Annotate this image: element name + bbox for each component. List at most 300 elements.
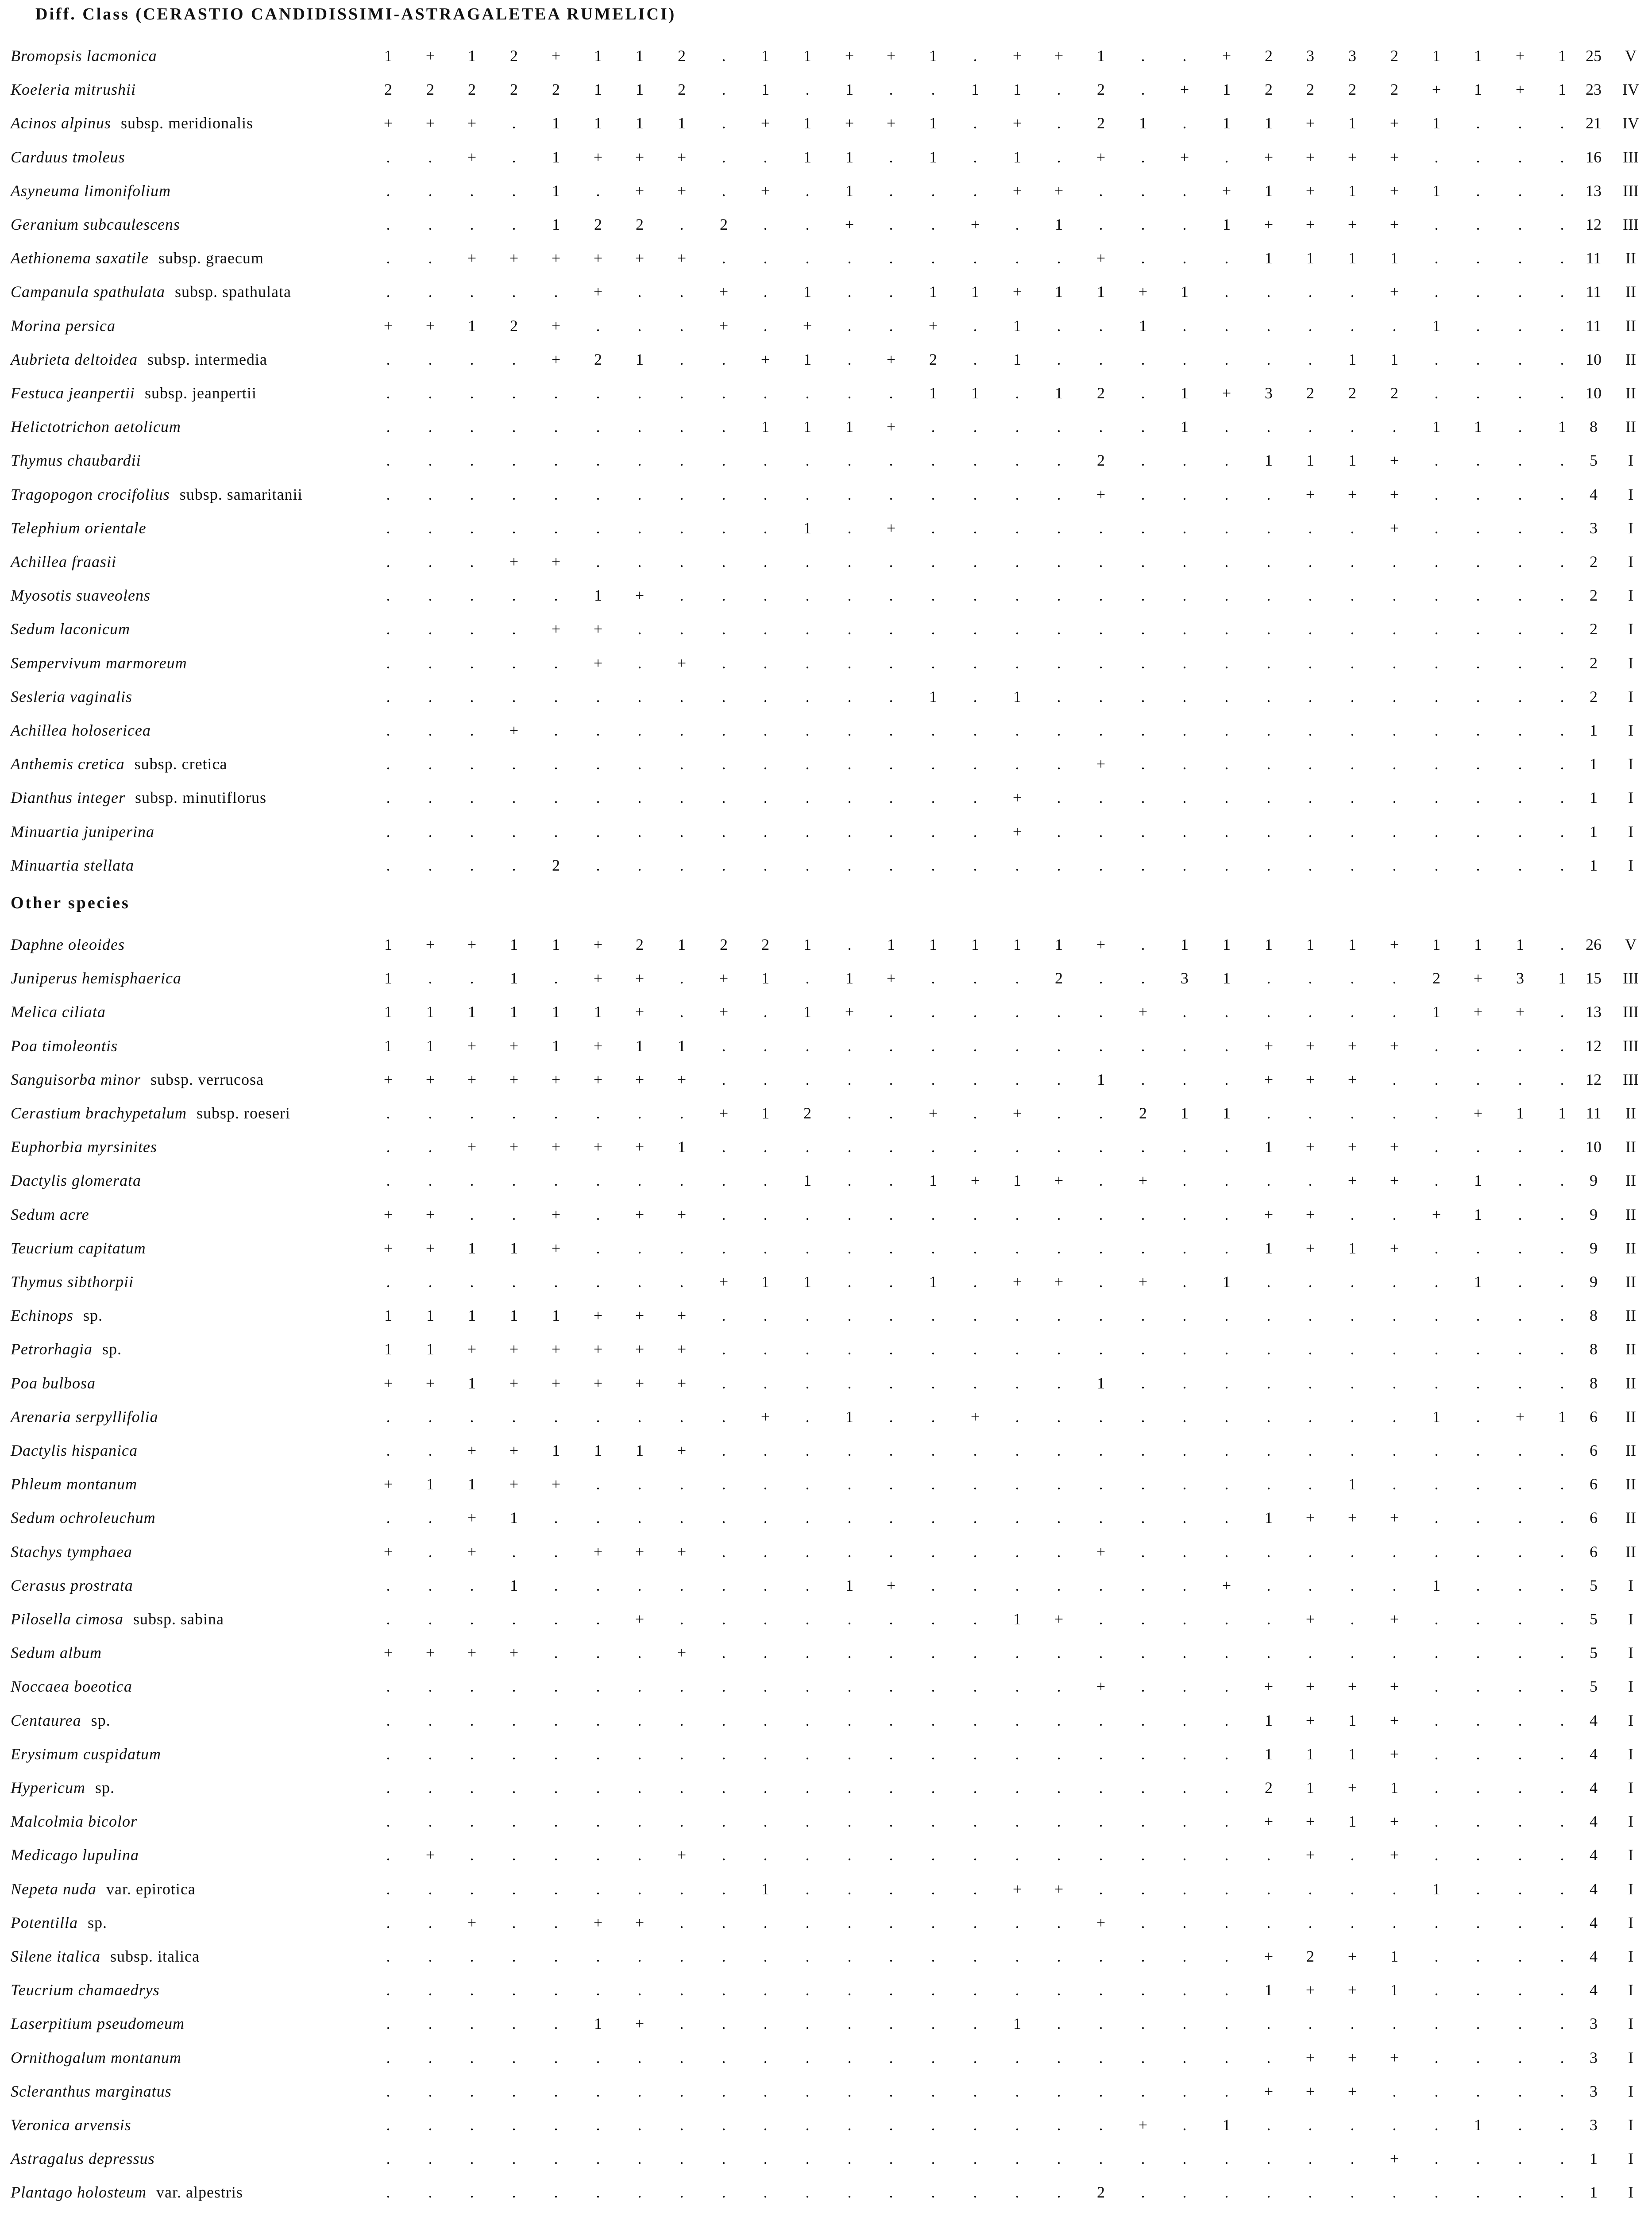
- cover-value-cell: .: [1518, 1037, 1522, 1055]
- cover-value-cell: .: [1141, 1138, 1145, 1156]
- cover-value-cell: .: [1224, 1914, 1229, 1932]
- cover-value-cell: +: [1390, 1509, 1399, 1527]
- cover-value-cell: .: [1224, 1745, 1229, 1763]
- cover-value-cell: +: [551, 620, 561, 638]
- cover-value-cell: 1: [761, 969, 769, 987]
- cover-value-cell: .: [1308, 1914, 1312, 1932]
- species-binomial: Cerastium brachypetalum: [11, 1104, 187, 1122]
- cover-value-cell: .: [889, 654, 893, 672]
- cover-value-cell: +: [1305, 1846, 1315, 1864]
- cover-value-cell: .: [763, 1543, 768, 1561]
- cover-value-cell: .: [1560, 553, 1564, 571]
- cover-value-cell: .: [1099, 1779, 1103, 1797]
- cover-value-cell: .: [763, 1677, 768, 1695]
- cover-value-cell: .: [1015, 1340, 1019, 1358]
- cover-value-cell: .: [931, 1745, 935, 1763]
- cover-value-cell: .: [1182, 351, 1187, 368]
- cover-value-cell: .: [428, 1610, 432, 1628]
- cover-value-cell: .: [722, 553, 726, 571]
- cover-value-cell: .: [512, 451, 516, 469]
- cover-value-cell: .: [1476, 2082, 1480, 2100]
- cover-value-cell: 1: [1348, 249, 1356, 267]
- cover-value-cell: 2: [1097, 114, 1105, 132]
- cover-value-cell: .: [722, 1677, 726, 1695]
- cover-value-cell: .: [1392, 755, 1397, 773]
- cover-value-cell: .: [1392, 1206, 1397, 1223]
- cover-value-cell: 1: [1181, 936, 1189, 953]
- cover-value-cell: .: [1392, 721, 1397, 739]
- cover-value-cell: .: [596, 1745, 600, 1763]
- cover-value-cell: .: [1560, 283, 1564, 301]
- cover-value-cell: +: [1515, 1408, 1525, 1426]
- cover-value-cell: .: [1266, 586, 1271, 604]
- cover-value-cell: .: [1308, 1543, 1312, 1561]
- cover-value-cell: 2: [594, 351, 602, 368]
- cover-value-cell: .: [1434, 823, 1439, 840]
- cover-value-cell: .: [1182, 1071, 1187, 1088]
- cover-value-cell: .: [1266, 1003, 1271, 1021]
- cover-value-cell: +: [1222, 182, 1231, 200]
- cover-value-cell: .: [1015, 721, 1019, 739]
- cover-value-cell: .: [428, 451, 432, 469]
- cover-value-cell: .: [1266, 1374, 1271, 1392]
- cover-value-cell: +: [1305, 216, 1315, 233]
- cover-value-cell: .: [1182, 1543, 1187, 1561]
- cover-value-cell: .: [931, 2150, 935, 2167]
- cover-value-cell: .: [847, 1677, 852, 1695]
- cover-value-cell: .: [805, 688, 810, 706]
- cover-value-cell: .: [1434, 451, 1439, 469]
- cover-value-cell: 1: [636, 81, 644, 98]
- cover-value-cell: .: [973, 856, 977, 874]
- cover-value-cell: .: [1182, 1003, 1187, 1021]
- cover-value-cell: .: [722, 1880, 726, 1898]
- cover-value-cell: .: [1476, 1307, 1480, 1324]
- cover-value-cell: 1: [426, 1003, 434, 1021]
- frequency-count: 2: [1590, 620, 1598, 638]
- cover-value-cell: .: [889, 148, 893, 166]
- cover-value-cell: +: [593, 969, 603, 987]
- cover-value-cell: .: [1266, 969, 1271, 987]
- cover-value-cell: 1: [384, 1003, 392, 1021]
- cover-value-cell: .: [1308, 1880, 1312, 1898]
- cover-value-cell: .: [1015, 1071, 1019, 1088]
- table-row: [0, 1265, 1652, 1299]
- cover-value-cell: +: [719, 969, 729, 987]
- cover-value-cell: .: [1266, 1543, 1271, 1561]
- constancy-class: II: [1625, 1543, 1636, 1561]
- species-binomial: Potentilla: [11, 1914, 78, 1932]
- species-name: [11, 1973, 160, 2007]
- cover-value-cell: +: [1390, 1846, 1399, 1864]
- species-name: [11, 106, 253, 140]
- cover-value-cell: .: [554, 1947, 558, 1965]
- cover-value-cell: 1: [1139, 114, 1147, 132]
- species-name: [11, 1535, 132, 1569]
- cover-value-cell: +: [1264, 1206, 1274, 1223]
- cover-value-cell: .: [679, 486, 684, 503]
- cover-value-cell: .: [1518, 789, 1522, 806]
- cover-value-cell: +: [1054, 47, 1064, 65]
- cover-value-cell: .: [1392, 688, 1397, 706]
- species-binomial: Euphorbia myrsinites: [11, 1138, 157, 1156]
- cover-value-cell: .: [1350, 1543, 1355, 1561]
- cover-value-cell: +: [1054, 1172, 1064, 1189]
- species-infraspecific: var. epirotica: [106, 1880, 196, 1898]
- cover-value-cell: .: [428, 1543, 432, 1561]
- cover-value-cell: .: [763, 2150, 768, 2167]
- cover-value-cell: .: [1182, 1509, 1187, 1527]
- cover-value-cell: .: [847, 1846, 852, 1864]
- cover-value-cell: .: [763, 451, 768, 469]
- cover-value-cell: .: [470, 2082, 474, 2100]
- cover-value-cell: .: [1182, 317, 1187, 335]
- cover-value-cell: .: [470, 789, 474, 806]
- cover-value-cell: .: [1099, 2150, 1103, 2167]
- cover-value-cell: .: [596, 418, 600, 436]
- frequency-count: 3: [1590, 519, 1598, 537]
- cover-value-cell: .: [1476, 1981, 1480, 1999]
- cover-value-cell: .: [1266, 519, 1271, 537]
- species-name: [11, 1332, 122, 1366]
- cover-value-cell: 1: [1432, 1003, 1440, 1021]
- cover-value-cell: .: [679, 969, 684, 987]
- cover-value-cell: 1: [1432, 182, 1440, 200]
- cover-value-cell: .: [1099, 1037, 1103, 1055]
- cover-value-cell: .: [847, 688, 852, 706]
- cover-value-cell: .: [1308, 1442, 1312, 1459]
- species-infraspecific: subsp. meridionalis: [121, 114, 253, 132]
- cover-value-cell: 1: [1348, 936, 1356, 953]
- cover-value-cell: .: [805, 2116, 810, 2134]
- cover-value-cell: .: [847, 1206, 852, 1223]
- cover-value-cell: .: [931, 216, 935, 233]
- constancy-class: II: [1625, 351, 1636, 368]
- cover-value-cell: 1: [1265, 936, 1273, 953]
- cover-value-cell: .: [679, 2082, 684, 2100]
- species-infraspecific: subsp. sabina: [133, 1610, 224, 1628]
- cover-value-cell: .: [428, 148, 432, 166]
- cover-value-cell: .: [386, 1712, 390, 1729]
- cover-value-cell: .: [1476, 486, 1480, 503]
- cover-value-cell: .: [1224, 1037, 1229, 1055]
- cover-value-cell: +: [1390, 148, 1399, 166]
- cover-value-cell: .: [470, 1104, 474, 1122]
- frequency-count: 4: [1590, 1745, 1598, 1763]
- cover-value-cell: .: [428, 351, 432, 368]
- table-row: [0, 1029, 1652, 1063]
- constancy-class: II: [1625, 418, 1636, 436]
- cover-value-cell: .: [722, 1475, 726, 1493]
- cover-value-cell: .: [596, 384, 600, 402]
- cover-value-cell: .: [386, 249, 390, 267]
- cover-value-cell: .: [805, 1442, 810, 1459]
- cover-value-cell: 1: [1390, 249, 1398, 267]
- cover-value-cell: .: [847, 823, 852, 840]
- species-name: [11, 995, 106, 1029]
- cover-value-cell: .: [973, 586, 977, 604]
- frequency-count: 5: [1590, 1610, 1598, 1628]
- cover-value-cell: .: [1392, 856, 1397, 874]
- cover-value-cell: +: [425, 47, 435, 65]
- cover-value-cell: .: [1350, 1644, 1355, 1662]
- cover-value-cell: .: [1224, 1442, 1229, 1459]
- species-binomial: Teucrium chamaedrys: [11, 1981, 160, 1999]
- cover-value-cell: +: [1347, 1677, 1357, 1695]
- cover-value-cell: .: [973, 1577, 977, 1594]
- cover-value-cell: .: [386, 1846, 390, 1864]
- cover-value-cell: .: [1099, 553, 1103, 571]
- cover-value-cell: .: [847, 1340, 852, 1358]
- cover-value-cell: +: [551, 47, 561, 65]
- species-name: [11, 1838, 139, 1872]
- frequency-count: 6: [1590, 1543, 1598, 1561]
- cover-value-cell: .: [973, 1880, 977, 1898]
- cover-value-cell: .: [1476, 823, 1480, 840]
- cover-value-cell: .: [386, 2015, 390, 2032]
- species-binomial: Sedum album: [11, 1644, 102, 1662]
- cover-value-cell: .: [805, 823, 810, 840]
- species-name: [11, 1198, 89, 1231]
- cover-value-cell: .: [1182, 654, 1187, 672]
- cover-value-cell: +: [1180, 148, 1189, 166]
- cover-value-cell: .: [931, 182, 935, 200]
- cover-value-cell: .: [1266, 1307, 1271, 1324]
- cover-value-cell: .: [1518, 216, 1522, 233]
- cover-value-cell: .: [931, 1239, 935, 1257]
- cover-value-cell: .: [889, 1037, 893, 1055]
- cover-value-cell: .: [1560, 148, 1564, 166]
- cover-value-cell: .: [679, 2183, 684, 2201]
- cover-value-cell: .: [1518, 553, 1522, 571]
- cover-value-cell: +: [1347, 1509, 1357, 1527]
- cover-value-cell: .: [1518, 1138, 1522, 1156]
- cover-value-cell: .: [1141, 755, 1145, 773]
- cover-value-cell: .: [1476, 1543, 1480, 1561]
- cover-value-cell: +: [1222, 1577, 1231, 1594]
- cover-value-cell: +: [593, 1374, 603, 1392]
- cover-value-cell: +: [383, 114, 393, 132]
- cover-value-cell: .: [386, 553, 390, 571]
- cover-value-cell: 1: [971, 81, 979, 98]
- cover-value-cell: .: [847, 1745, 852, 1763]
- cover-value-cell: .: [1518, 2183, 1522, 2201]
- cover-value-cell: .: [1308, 283, 1312, 301]
- cover-value-cell: .: [1518, 1846, 1522, 1864]
- table-row: [0, 140, 1652, 174]
- cover-value-cell: +: [1432, 1206, 1441, 1223]
- frequency-count: 1: [1590, 856, 1598, 874]
- cover-value-cell: .: [1350, 1307, 1355, 1324]
- cover-value-cell: +: [1138, 2116, 1148, 2134]
- cover-value-cell: +: [509, 249, 519, 267]
- cover-value-cell: .: [1266, 1172, 1271, 1189]
- cover-value-cell: .: [470, 2015, 474, 2032]
- cover-value-cell: +: [551, 553, 561, 571]
- cover-value-cell: .: [1434, 1846, 1439, 1864]
- cover-value-cell: 2: [510, 81, 518, 98]
- cover-value-cell: .: [931, 418, 935, 436]
- cover-value-cell: .: [1141, 586, 1145, 604]
- cover-value-cell: .: [931, 721, 935, 739]
- cover-value-cell: +: [677, 1374, 687, 1392]
- cover-value-cell: .: [1099, 721, 1103, 739]
- cover-value-cell: +: [1096, 1914, 1106, 1932]
- cover-value-cell: .: [1099, 1239, 1103, 1257]
- cover-value-cell: .: [679, 519, 684, 537]
- cover-value-cell: .: [1141, 553, 1145, 571]
- cover-value-cell: .: [847, 1138, 852, 1156]
- cover-value-cell: .: [637, 1475, 642, 1493]
- cover-value-cell: .: [763, 755, 768, 773]
- cover-value-cell: .: [1560, 1071, 1564, 1088]
- cover-value-cell: .: [596, 1981, 600, 1999]
- cover-value-cell: .: [637, 2082, 642, 2100]
- cover-value-cell: +: [425, 114, 435, 132]
- cover-value-cell: 2: [1097, 81, 1105, 98]
- cover-value-cell: .: [1434, 216, 1439, 233]
- cover-value-cell: [920, 2209, 946, 2213]
- cover-value-cell: .: [973, 47, 977, 65]
- cover-value-cell: .: [428, 553, 432, 571]
- cover-value-cell: .: [763, 1071, 768, 1088]
- cover-value-cell: .: [847, 1712, 852, 1729]
- species-name: [11, 478, 303, 511]
- cover-value-cell: .: [428, 969, 432, 987]
- cover-value-cell: .: [931, 2015, 935, 2032]
- cover-value-cell: +: [719, 317, 729, 335]
- cover-value-cell: +: [635, 148, 645, 166]
- cover-value-cell: +: [635, 249, 645, 267]
- cover-value-cell: .: [386, 351, 390, 368]
- table-row: [0, 995, 1652, 1029]
- frequency-count: 10: [1586, 351, 1602, 368]
- table-row: [0, 39, 1652, 73]
- cover-value-cell: .: [1476, 1408, 1480, 1426]
- cover-value-cell: +: [593, 283, 603, 301]
- cover-value-cell: .: [1308, 1003, 1312, 1021]
- cover-value-cell: .: [637, 2183, 642, 2201]
- constancy-class: III: [1623, 1003, 1639, 1021]
- cover-value-cell: .: [1392, 1071, 1397, 1088]
- cover-value-cell: +: [1390, 936, 1399, 953]
- cover-value-cell: .: [1434, 148, 1439, 166]
- table-row: [0, 1231, 1652, 1265]
- cover-value-cell: .: [931, 2082, 935, 2100]
- cover-value-cell: .: [386, 1947, 390, 1965]
- cover-value-cell: .: [512, 2183, 516, 2201]
- cover-value-cell: +: [551, 317, 561, 335]
- cover-value-cell: .: [1015, 586, 1019, 604]
- cover-value-cell: .: [1141, 148, 1145, 166]
- cover-value-cell: .: [1141, 2049, 1145, 2066]
- cover-value-cell: 1: [803, 1003, 811, 1021]
- frequency-count: 11: [1586, 1104, 1602, 1122]
- cover-value-cell: 1: [761, 418, 769, 436]
- cover-value-cell: .: [889, 216, 893, 233]
- cover-value-cell: .: [931, 1138, 935, 1156]
- cover-value-cell: .: [847, 620, 852, 638]
- cover-value-cell: .: [1057, 688, 1061, 706]
- cover-value-cell: .: [637, 451, 642, 469]
- cover-value-cell: +: [1096, 755, 1106, 773]
- cover-value-cell: .: [847, 351, 852, 368]
- species-name: [11, 680, 132, 713]
- cover-value-cell: 1: [384, 936, 392, 953]
- cover-value-cell: .: [1476, 249, 1480, 267]
- cover-value-cell: +: [425, 936, 435, 953]
- cover-value-cell: 1: [803, 936, 811, 953]
- cover-value-cell: .: [973, 654, 977, 672]
- cover-value-cell: .: [805, 1981, 810, 1999]
- cover-value-cell: 2: [636, 936, 644, 953]
- cover-value-cell: .: [1224, 856, 1229, 874]
- cover-value-cell: .: [722, 856, 726, 874]
- cover-value-cell: .: [1560, 2082, 1564, 2100]
- frequency-count: 4: [1590, 1712, 1598, 1729]
- cover-value-cell: .: [1560, 1307, 1564, 1324]
- cover-value-cell: .: [973, 1947, 977, 1965]
- cover-value-cell: .: [889, 384, 893, 402]
- cover-value-cell: .: [1476, 1239, 1480, 1257]
- cover-value-cell: .: [1434, 1475, 1439, 1493]
- species-infraspecific: subsp. cretica: [134, 755, 228, 773]
- cover-value-cell: .: [1518, 620, 1522, 638]
- cover-value-cell: .: [1476, 1914, 1480, 1932]
- cover-value-cell: 1: [552, 1307, 560, 1324]
- cover-value-cell: .: [1518, 1577, 1522, 1594]
- cover-value-cell: .: [1099, 1880, 1103, 1898]
- cover-value-cell: .: [1099, 789, 1103, 806]
- cover-value-cell: .: [973, 1779, 977, 1797]
- cover-value-cell: .: [512, 1745, 516, 1763]
- cover-value-cell: [1423, 2209, 1450, 2213]
- cover-value-cell: .: [1057, 654, 1061, 672]
- cover-value-cell: .: [1141, 1374, 1145, 1392]
- species-binomial: Asyneuma limonifolium: [11, 182, 171, 200]
- cover-value-cell: .: [1434, 1239, 1439, 1257]
- cover-value-cell: .: [1015, 216, 1019, 233]
- constancy-class: II: [1625, 384, 1636, 402]
- cover-value-cell: 1: [426, 1037, 434, 1055]
- cover-value-cell: 1: [1432, 317, 1440, 335]
- cover-value-cell: +: [845, 1003, 854, 1021]
- cover-value-cell: .: [1434, 351, 1439, 368]
- cover-value-cell: .: [1099, 1745, 1103, 1763]
- cover-value-cell: 2: [510, 47, 518, 65]
- cover-value-cell: +: [1264, 1947, 1274, 1965]
- cover-value-cell: +: [845, 114, 854, 132]
- cover-value-cell: .: [1266, 1846, 1271, 1864]
- frequency-count: 6: [1590, 1509, 1598, 1527]
- cover-value-cell: .: [889, 2183, 893, 2201]
- cover-value-cell: +: [1390, 114, 1399, 132]
- cover-value-cell: .: [722, 823, 726, 840]
- cover-value-cell: +: [1054, 1273, 1064, 1291]
- cover-value-cell: 1: [594, 1442, 602, 1459]
- cover-value-cell: .: [512, 1206, 516, 1223]
- cover-value-cell: .: [554, 1644, 558, 1662]
- constancy-class: I: [1628, 2150, 1633, 2167]
- constancy-class: I: [1628, 2082, 1633, 2100]
- cover-value-cell: .: [1476, 216, 1480, 233]
- table-row: [0, 343, 1652, 376]
- cover-value-cell: .: [1518, 1914, 1522, 1932]
- species-name: [11, 1704, 111, 1737]
- cover-value-cell: .: [1182, 553, 1187, 571]
- cover-value-cell: .: [637, 1104, 642, 1122]
- cover-value-cell: +: [1305, 486, 1315, 503]
